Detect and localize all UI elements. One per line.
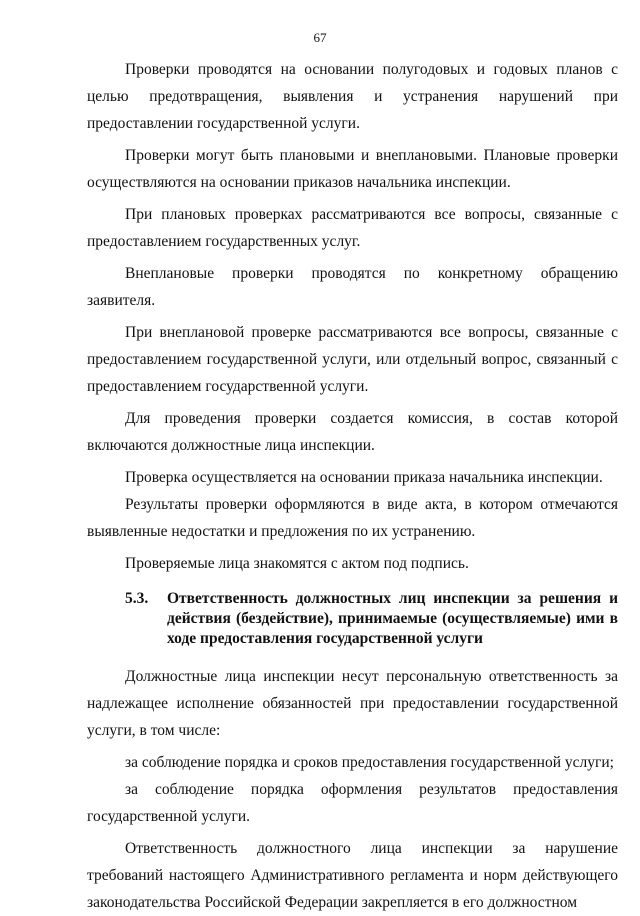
section-title: Ответственность должностных лиц инспекции за решения и действия (бездействие), принимаемые (осуществляемые) ими в ходе предоставления государственной услуги	[167, 590, 618, 647]
page-number: 67	[313, 30, 327, 45]
section-number: 5.3.	[125, 590, 149, 607]
paragraph: Проверки могут быть плановыми и внеплановыми. Плановые проверки осуществляются на основании приказов начальника инспекции.	[87, 147, 618, 191]
paragraph: При плановых проверках рассматриваются все вопросы, связанные с предоставлением государственных услуг.	[87, 206, 618, 250]
paragraph: Ответственность должностного лица инспекции за нарушение требований настоящего Административного регламента и норм действующего законодательства Российской Федерации закрепляется в его должностном	[87, 840, 618, 911]
list-item: за соблюдение порядка и сроков предоставления государственной услуги;	[125, 754, 614, 771]
paragraph: Для проведения проверки создается комиссия, в состав которой включаются должностные лица инспекции.	[87, 410, 618, 454]
paragraph: При внеплановой проверке рассматриваются все вопросы, связанные с предоставлением государственной услуги, или отдельный вопрос, связанный с предоставлением государственной услуги.	[87, 324, 618, 395]
section-heading	[87, 589, 618, 649]
document-body	[87, 56, 618, 916]
paragraph: Результаты проверки оформляются в виде акта, в котором отмечаются выявленные недостатки и предложения по их устранению.	[87, 496, 618, 540]
paragraph: Должностные лица инспекции несут персональную ответственность за надлежащее исполнение обязанностей при предоставлении государственной услуги, в том числе:	[87, 668, 618, 739]
paragraph: Проверяемые лица знакомятся с актом под подпись.	[125, 555, 469, 572]
paragraph: Проверки проводятся на основании полугодовых и годовых планов с целью предотвращения, выявления и устранения нарушений при предоставлении государственной услуги.	[87, 61, 618, 132]
paragraph: Проверка осуществляется на основании приказа начальника инспекции.	[125, 469, 603, 486]
list-item: за соблюдение порядка оформления результатов предоставления государственной услуги.	[87, 781, 618, 825]
paragraph: Внеплановые проверки проводятся по конкретному обращению заявителя.	[87, 265, 618, 309]
